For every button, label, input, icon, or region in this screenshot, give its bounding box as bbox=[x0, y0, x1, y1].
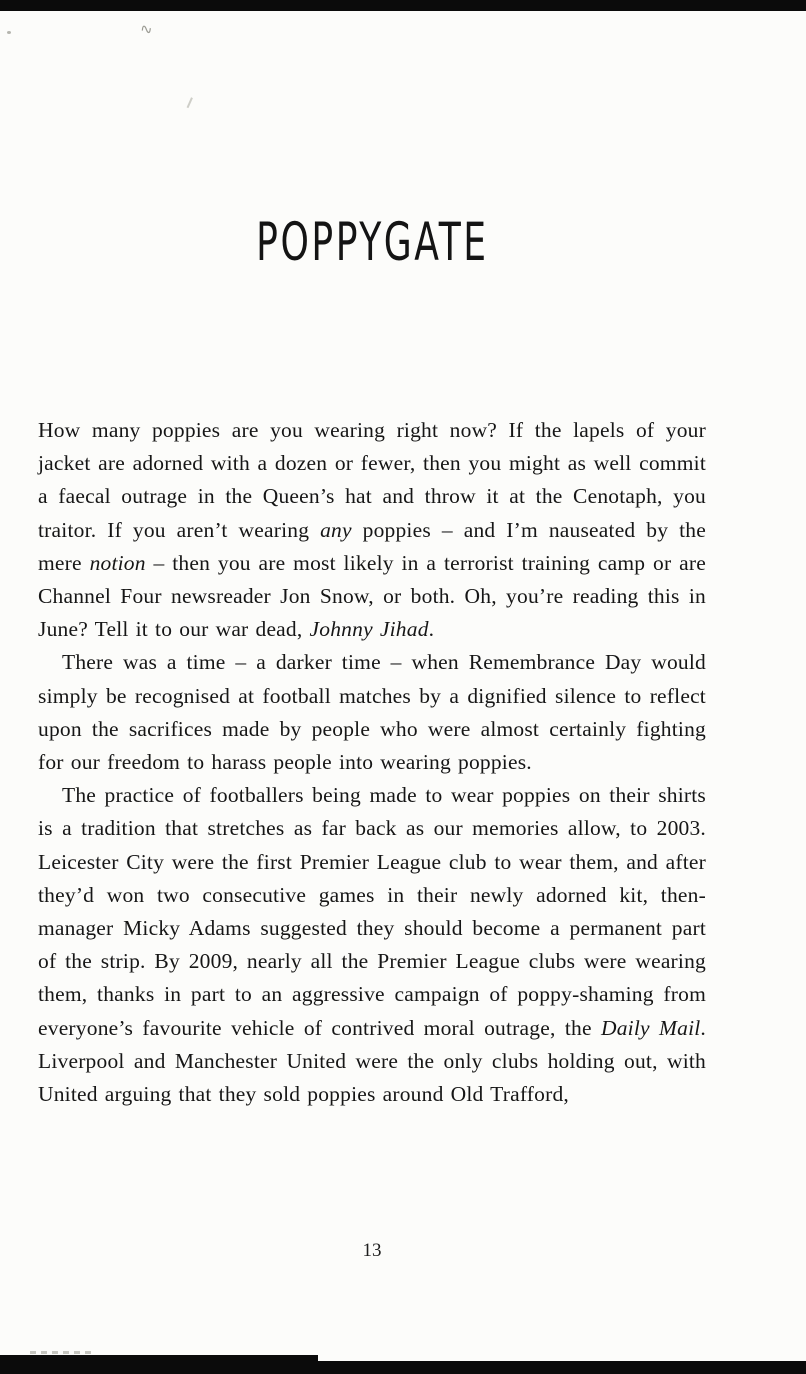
body-text-segment: . bbox=[428, 617, 435, 642]
italic-text: Johnny Jihad bbox=[309, 617, 429, 642]
body-text-segment: How many poppies are you wearing right now? If the lapels of your jacket are adorned with a dozen or fewer, then you might as well commit a faecal outrage in the Queen’s hat and throw it at the Cenotaph, you traitor. If you aren’t wearing bbox=[38, 418, 706, 542]
italic-text: Daily Mail bbox=[600, 1015, 701, 1040]
body-text-segment: The practice of footballers being made to wear poppies on their shirts is a tradition that stretches as far back as our memories allow, to 2003. Leicester City were the first Premier League club to wear them, and after they’d won two consecutive games in their newly adorned kit, then-manager Micky Adams suggested they should become a permanent part of the strip. By 2009, nearly all the Premier League clubs were wearing them, thanks in part to an aggressive campaign of poppy-shaming from everyone’s favourite vehicle of contrived moral outrage, the bbox=[38, 783, 706, 1040]
body-text-segment: – then you are most likely in a terrorist training camp or are Channel Four newsreader Jon Snow, or both. Oh, you’re reading this in June? Tell it to our war dead, bbox=[38, 550, 706, 642]
body-text-segment: . Liverpool and Manchester United were the only clubs holding out, with United arguing that they sold poppies around Old Trafford, bbox=[38, 1015, 706, 1107]
body-text-segment: There was a time – a darker time – when Remembrance Day would simply be recognised at football matches by a dignified silence to reflect upon the sacrifices made by people who were almost certainly fighting for our freedom to harass people into wearing poppies. bbox=[38, 650, 706, 775]
body-text-segment: poppies – and I’m nauseated by the mere bbox=[38, 517, 706, 575]
scan-edge-bottom-left bbox=[0, 1355, 318, 1374]
italic-text: any bbox=[320, 517, 352, 542]
italic-text: notion bbox=[89, 550, 146, 575]
paragraph bbox=[38, 414, 706, 646]
body-text bbox=[38, 414, 706, 1111]
scan-dot-artifact bbox=[7, 31, 11, 34]
scan-smudge-artifact bbox=[30, 1351, 96, 1354]
paragraph bbox=[38, 646, 706, 779]
scan-edge-top bbox=[0, 0, 806, 11]
chapter-title: POPPYGATE bbox=[255, 212, 489, 274]
paragraph bbox=[38, 779, 706, 1111]
page-content bbox=[38, 0, 706, 1374]
page-number: 13 bbox=[362, 1240, 382, 1261]
chapter-title-wrap bbox=[38, 212, 706, 274]
scan-squiggle-artifact: ∿ bbox=[138, 19, 154, 39]
